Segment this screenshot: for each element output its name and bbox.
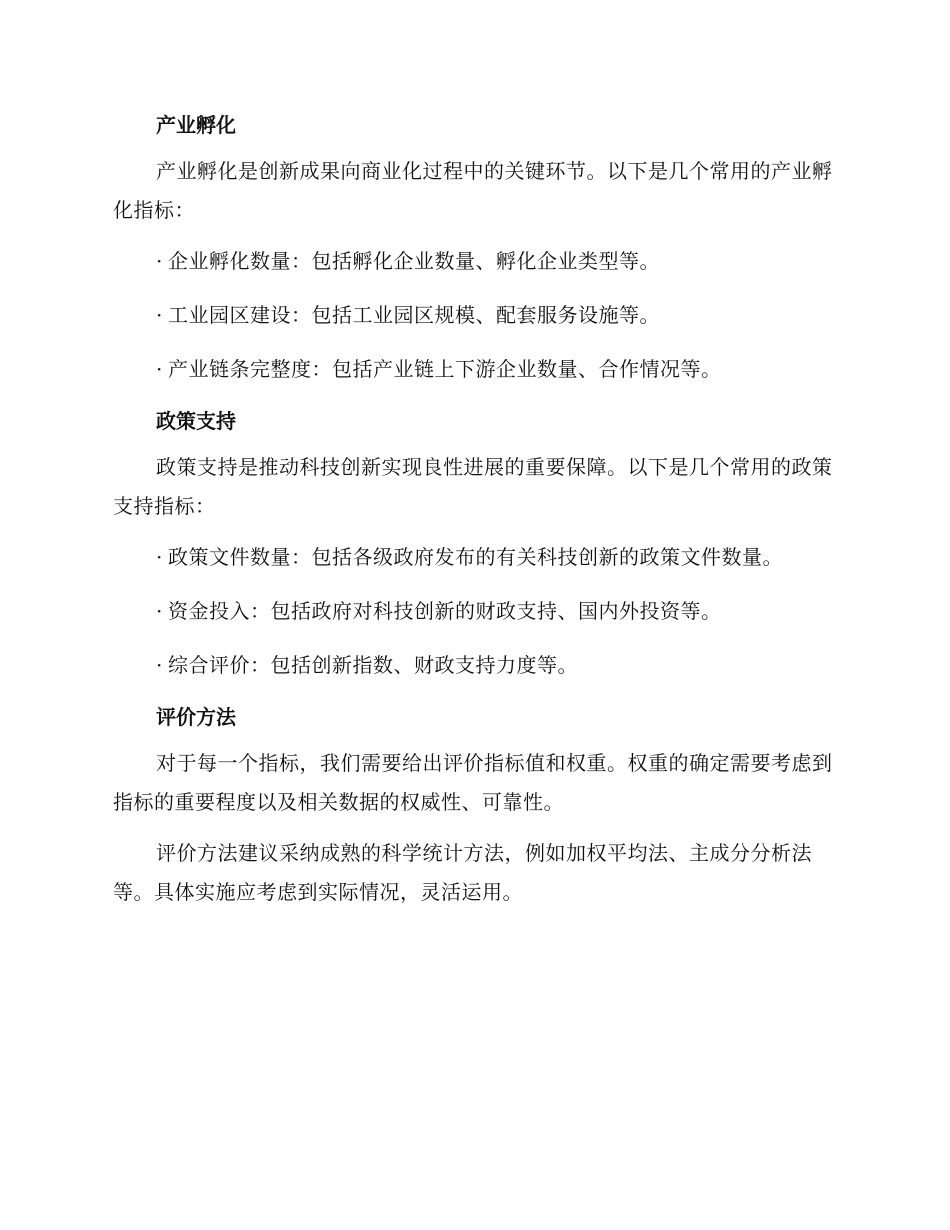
document-body — [113, 108, 835, 924]
bullet-dot: · — [156, 357, 163, 381]
bullet-item — [113, 350, 835, 389]
bullet-text: 产业链条完整度：包括产业链上下游企业数量、合作情况等。 — [168, 357, 722, 381]
bullet-text: 资金投入：包括政府对科技创新的财政支持、国内外投资等。 — [168, 599, 722, 623]
section-intro-incubation: 产业孵化是创新成果向商业化过程中的关键环节。以下是几个常用的产业孵化指标： — [113, 159, 833, 222]
evaluation-paragraph: 评价方法建议采纳成熟的科学统计方法，例如加权平均法、主成分分析法等。具体实施应考虑到实际情况，灵活运用。 — [113, 841, 812, 904]
bullet-dot: · — [156, 599, 163, 623]
bullet-dot: · — [156, 545, 163, 569]
bullet-item — [113, 646, 835, 685]
bullet-item — [113, 242, 835, 281]
bullet-text: 企业孵化数量：包括孵化企业数量、孵化企业类型等。 — [168, 249, 660, 273]
bullet-dot: · — [156, 303, 163, 327]
section-heading-evaluation: 评价方法 — [156, 705, 236, 729]
bullet-item — [113, 296, 835, 335]
section-intro-policy: 政策支持是推动科技创新实现良性进展的重要保障。以下是几个常用的政策支持指标： — [113, 455, 833, 518]
bullet-text: 工业园区建设：包括工业园区规模、配套服务设施等。 — [168, 303, 660, 327]
evaluation-paragraph: 对于每一个指标，我们需要给出评价指标值和权重。权重的确定需要考虑到指标的重要程度以及相关数据的权威性、可靠性。 — [113, 751, 833, 814]
bullet-item — [113, 538, 835, 577]
bullet-text: 综合评价：包括创新指数、财政支持力度等。 — [168, 653, 578, 677]
section-heading-incubation: 产业孵化 — [156, 113, 236, 137]
bullet-dot: · — [156, 653, 163, 677]
section-heading-policy: 政策支持 — [156, 409, 236, 433]
bullet-text: 政策文件数量：包括各级政府发布的有关科技创新的政策文件数量。 — [168, 545, 783, 569]
bullet-item — [113, 592, 835, 631]
bullet-dot: · — [156, 249, 163, 273]
